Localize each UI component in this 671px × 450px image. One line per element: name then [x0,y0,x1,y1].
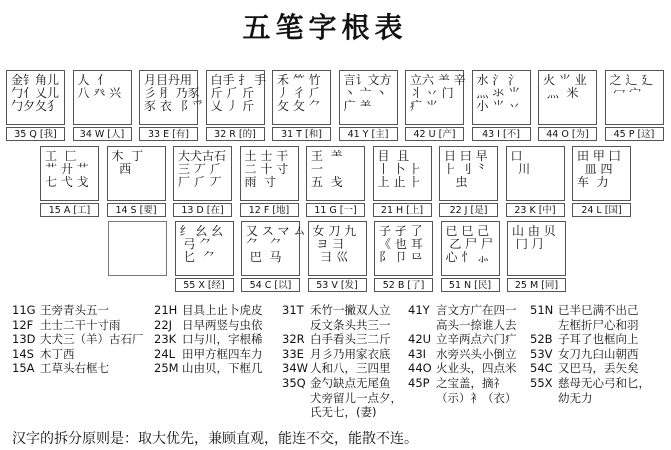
legend-code: 21H [154,303,178,317]
legend-item [154,347,263,362]
legend-item [530,303,650,318]
legend-mnemonic-continued: （示）衤（衣） [436,390,517,405]
key-v [308,221,371,293]
key-radicals: 土 士 干 二 十 寸 雨 寸 [240,146,299,201]
key-radicals: 已 巳 己 乙 尸 尸 心 忄 ⺗ [441,221,500,276]
key-radicals: 山 由 贝 冂 ⺆ [507,221,566,276]
key-r [206,70,269,142]
legend-code: 12F [12,317,34,332]
legend-mnemonic: 子耳了也框向上 [558,332,639,347]
key-s [107,146,170,218]
legend-mnemonic: 立辛两点六门疒 [436,332,517,347]
legend-mnemonic-continued: 高头一捺谁人去 [436,317,517,332]
legend-code: 34W [282,361,309,376]
legend-code: 15A [12,361,35,376]
legend-code: 23K [154,332,177,347]
legend-code: 25M [154,361,179,376]
legend-code: 45P [408,375,430,390]
key-y [339,70,402,142]
legend-item [530,361,650,376]
legend-code: 42U [408,332,432,347]
legend-code: 11G [12,303,36,317]
key-h [373,146,436,218]
legend-mnemonic: 慈母无心弓和匕， [558,375,650,390]
legend-mnemonic: 王旁青头五一 [40,303,109,317]
legend-item [408,376,517,391]
legend-mnemonic: 月彡乃用家衣底 [310,346,391,361]
legend-mnemonic: 口与川，字根稀 [182,332,263,347]
legend-mnemonic: 工草头右框七 [40,361,109,376]
key-radicals: 纟 幺 ⺓ 弓 ⺈ 匕 ⺈ [175,221,234,276]
legend-item [282,332,402,347]
legend-code: 14S [12,346,34,361]
key-radicals: 言讠文方 丶 ⼇ 丶 广 ⺷ [339,70,398,125]
legend-code: 51N [530,303,554,317]
key-label: 42 U [产] [405,127,464,141]
legend-mnemonic: 金勺缺点无尾鱼 [310,375,391,390]
key-label: 31 T [和] [272,127,331,141]
legend-mnemonic: 之宝盖，摘礻 [436,375,505,390]
legend-mnemonic: 大犬三（羊）古石厂 [40,332,144,347]
key-label: 51 N [民] [441,278,500,292]
key-radicals: 王 ⺷ 一 五 戋 [306,146,365,201]
legend-code: 44O [408,361,432,376]
key-label: 52 B [了] [374,278,433,292]
legend-code: 13D [12,332,36,347]
key-label: 23 K [中] [506,203,565,217]
legend-code: 31T [282,303,304,317]
legend-mnemonic-continued: 左框折尸心和羽 [558,317,639,332]
key-label: 53 V [发] [308,278,367,292]
split-principle-text: 汉字的拆分原则是：取大优先，兼顾直观，能连不交，能散不连。 [12,431,418,447]
key-row-3 [108,221,574,293]
key-radicals: 之 辶 廴 冖 宀 [605,70,664,125]
key-radicals: 大犬古石 三 丆 ⺁ 厂 ⺁ 丆 [173,146,232,201]
legend-item [408,361,517,376]
legend-code: 53V [530,346,553,361]
key-radicals: 子 孑 了 《 也 耳 阝 卩 ⺋ [374,221,433,276]
key-label: 24 L [国] [572,203,631,217]
legend-column-5 [530,303,650,405]
key-blank [108,221,171,293]
key-label: 54 C [以] [241,278,300,292]
key-c [241,221,304,293]
key-label: 55 X [经] [175,278,234,292]
key-x [175,221,238,293]
key-radicals: 木 丁 西 [107,146,166,201]
legend-mnemonic-continued: 氏无七，(妻) [310,405,377,420]
key-q [6,70,69,142]
key-radicals: 工 匚 艹 廾 ⺾ 七 弋 戈 [40,146,99,201]
legend-item [12,332,144,347]
legend-mnemonic: 目具上止卜虎皮 [182,303,263,317]
key-a [40,146,103,218]
legend-mnemonic-continued: 幼无力 [558,390,593,405]
key-i [472,70,535,142]
legend-item [282,361,402,376]
key-d [173,146,236,218]
legend-column-3 [282,303,402,420]
legend-mnemonic: 日早两竖与虫依 [182,317,263,332]
legend-column-1 [12,303,144,376]
key-radicals: 女 刀 九 ヨ ⺕ ⺕ 巛 [308,221,367,276]
key-label: 13 D [在] [173,203,232,217]
legend-code: 52B [530,332,553,347]
key-label: 45 P [这] [605,127,664,141]
legend-item [154,332,263,347]
key-label: 32 R [的] [206,127,265,141]
legend-item [282,303,402,318]
key-g [306,146,369,218]
key-w [73,70,136,142]
legend-item [408,303,517,318]
legend-code: 41Y [408,303,430,317]
key-label: 35 Q [我] [6,127,65,141]
legend-code: 35Q [282,375,306,390]
legend-item [530,332,650,347]
key-radicals: 立六 ⺷ 辛 丬 丷 门 疒 ⺌ [405,70,464,125]
legend-mnemonic: 人和八，三四里 [310,361,391,376]
key-label: 12 F [地] [240,203,299,217]
legend-code: 55X [530,375,553,390]
key-u [405,70,468,142]
key-j [439,146,502,218]
key-row-2 [40,146,639,218]
legend-item [12,318,144,333]
key-label: 44 O [为] [538,127,597,141]
legend-item [408,347,517,362]
key-label: 33 E [有] [139,127,198,141]
legend-item [154,361,263,376]
legend-mnemonic: 山由贝，下框几 [182,361,263,376]
key-l [572,146,635,218]
key-p [605,70,668,142]
key-e [139,70,202,142]
legend-mnemonic: 木丁西 [40,346,75,361]
page-title: 五笔字根表 [242,11,408,44]
key-label: 15 A [工] [40,203,99,217]
legend-code: 43I [408,346,427,361]
legend-mnemonic: 已半巳满不出己 [558,303,639,317]
key-row-1 [6,70,671,142]
legend-column-2 [154,303,263,376]
legend-mnemonic: 火业头，四点米 [436,361,517,376]
legend-item [12,347,144,362]
key-radicals: 目 且 丨 卜 ⺊ 上 止 ⺊ [373,146,432,201]
legend-code: 32R [282,332,305,347]
legend-code: 33E [282,346,304,361]
legend-item [530,376,650,391]
key-radicals: 白手 ⺘ 手 斤 ⺁ 斤 乂 丿 斤 [206,70,265,125]
key-t [272,70,335,142]
legend-item [408,332,517,347]
legend-mnemonic: 水旁兴头小倒立 [436,346,517,361]
key-radicals: 火 ⺌ 业 灬 米 [538,70,597,125]
legend-mnemonic: 又巴马，丢矢矣 [558,361,639,376]
key-radicals [108,221,167,276]
legend-mnemonic: 禾竹一撇双人立 [310,303,391,317]
legend-item [154,303,263,318]
legend-item [12,361,144,376]
key-radicals: 水 ⺡ 氵 ⺣ 氺 ⺌ 小 ⺌ 丷 [472,70,531,125]
legend-mnemonic-continued: 反文条头共三一 [310,317,391,332]
key-radicals: 金钅角儿 勹亻乂儿 勹夕夂犭 [6,70,65,125]
legend-mnemonic: 白手看头三二斤 [310,332,391,347]
key-k [506,146,569,218]
key-o [538,70,601,142]
legend-mnemonic: 女刀九臼山朝西 [558,346,639,361]
key-b [374,221,437,293]
legend-column-4 [408,303,517,405]
legend-item [154,318,263,333]
key-label: 34 W [人] [73,127,132,141]
legend-item [282,347,402,362]
key-f [240,146,303,218]
legend-item [530,347,650,362]
key-radicals: 田 甲 囗 皿 四 车 力 [572,146,631,201]
key-radicals: 又 ス マ ム ⺈ ⺈ 巴 马 [241,221,300,276]
key-label: 22 J [是] [439,203,498,217]
key-m [507,221,570,293]
key-label: 25 M [同] [507,278,566,292]
legend-item [282,376,402,391]
legend-code: 22J [154,317,173,332]
key-label: 21 H [上] [373,203,432,217]
legend-mnemonic: 言文方广在四一 [436,303,517,317]
legend-code: 24L [154,346,176,361]
key-n [441,221,504,293]
key-radicals: 人 亻 八 癶 兴 [73,70,132,125]
legend-item [12,303,144,318]
key-label: 43 I [不] [472,127,531,141]
legend-code: 54C [530,361,553,376]
key-radicals: 月目丹用 彡 ⺼ 乃豕 豕 衣 ⻏ 爫 [139,70,198,125]
key-label: 14 S [要] [107,203,166,217]
legend-mnemonic: 田甲方框四车力 [182,346,263,361]
legend-mnemonic: 土士二干十寸雨 [40,317,121,332]
key-radicals: 日 曰 早 ⺊ 刂 ⺀ 虫 [439,146,498,201]
legend-mnemonic-continued: 犬旁留儿一点夕， [310,390,402,405]
key-radicals: 口 川 [506,146,565,201]
key-label: 41 Y [主] [339,127,398,141]
key-radicals: 禾 ⺮ 竹 丿 彳 ⺁ 攵 攵 ⺈ [272,70,331,125]
key-label: 11 G [一] [306,203,365,217]
